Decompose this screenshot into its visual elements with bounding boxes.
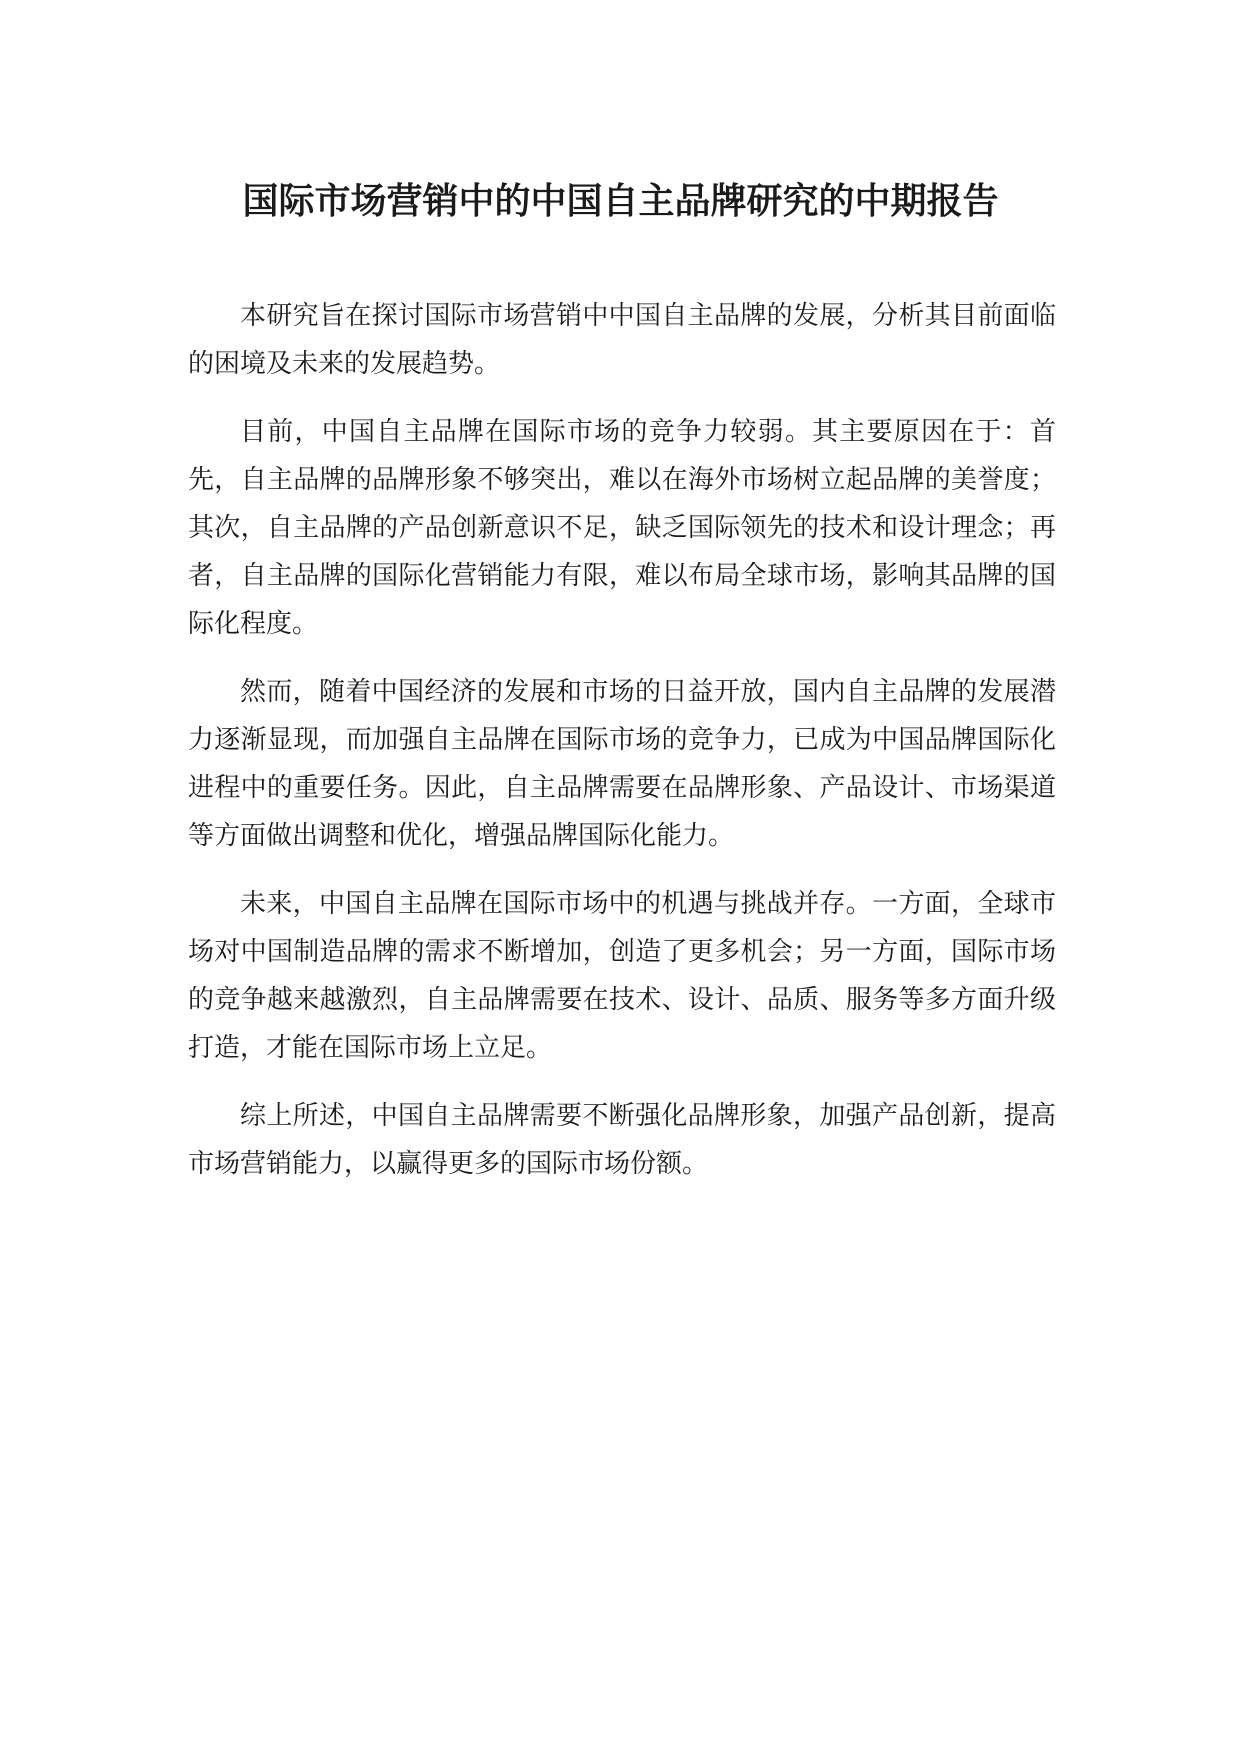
paragraph-future: 未来，中国自主品牌在国际市场中的机遇与挑战并存。一方面，全球市场对中国制造品牌的需求不断增加，创造了更多机会；另一方面，国际市场的竞争越来越激烈，自主品牌需要在技术、设计、品质、服务等多方面升级打造，才能在国际市场上立足。 bbox=[188, 889, 1056, 1063]
document-body bbox=[188, 292, 1056, 1208]
paragraph-intro: 本研究旨在探讨国际市场营销中中国自主品牌的发展，分析其目前面临的困境及未来的发展趋势。 bbox=[188, 301, 1056, 379]
document-title: 国际市场营销中的中国自主品牌研究的中期报告 bbox=[242, 181, 999, 222]
paragraph-current-status: 目前，中国自主品牌在国际市场的竞争力较弱。其主要原因在于：首先，自主品牌的品牌形象不够突出，难以在海外市场树立起品牌的美誉度；其次，自主品牌的产品创新意识不足，缺乏国际领先的技术和设计理念；再者，自主品牌的国际化营销能力有限，难以布局全球市场，影响其品牌的国际化程度。 bbox=[188, 417, 1056, 639]
paragraph-opportunity: 然而，随着中国经济的发展和市场的日益开放，国内自主品牌的发展潜力逐渐显现，而加强自主品牌在国际市场的竞争力，已成为中国品牌国际化进程中的重要任务。因此，自主品牌需要在品牌形象、产品设计、市场渠道等方面做出调整和优化，增强品牌国际化能力。 bbox=[188, 677, 1056, 851]
paragraph-conclusion: 综上所述，中国自主品牌需要不断强化品牌形象，加强产品创新，提高市场营销能力，以赢得更多的国际市场份额。 bbox=[188, 1101, 1056, 1179]
